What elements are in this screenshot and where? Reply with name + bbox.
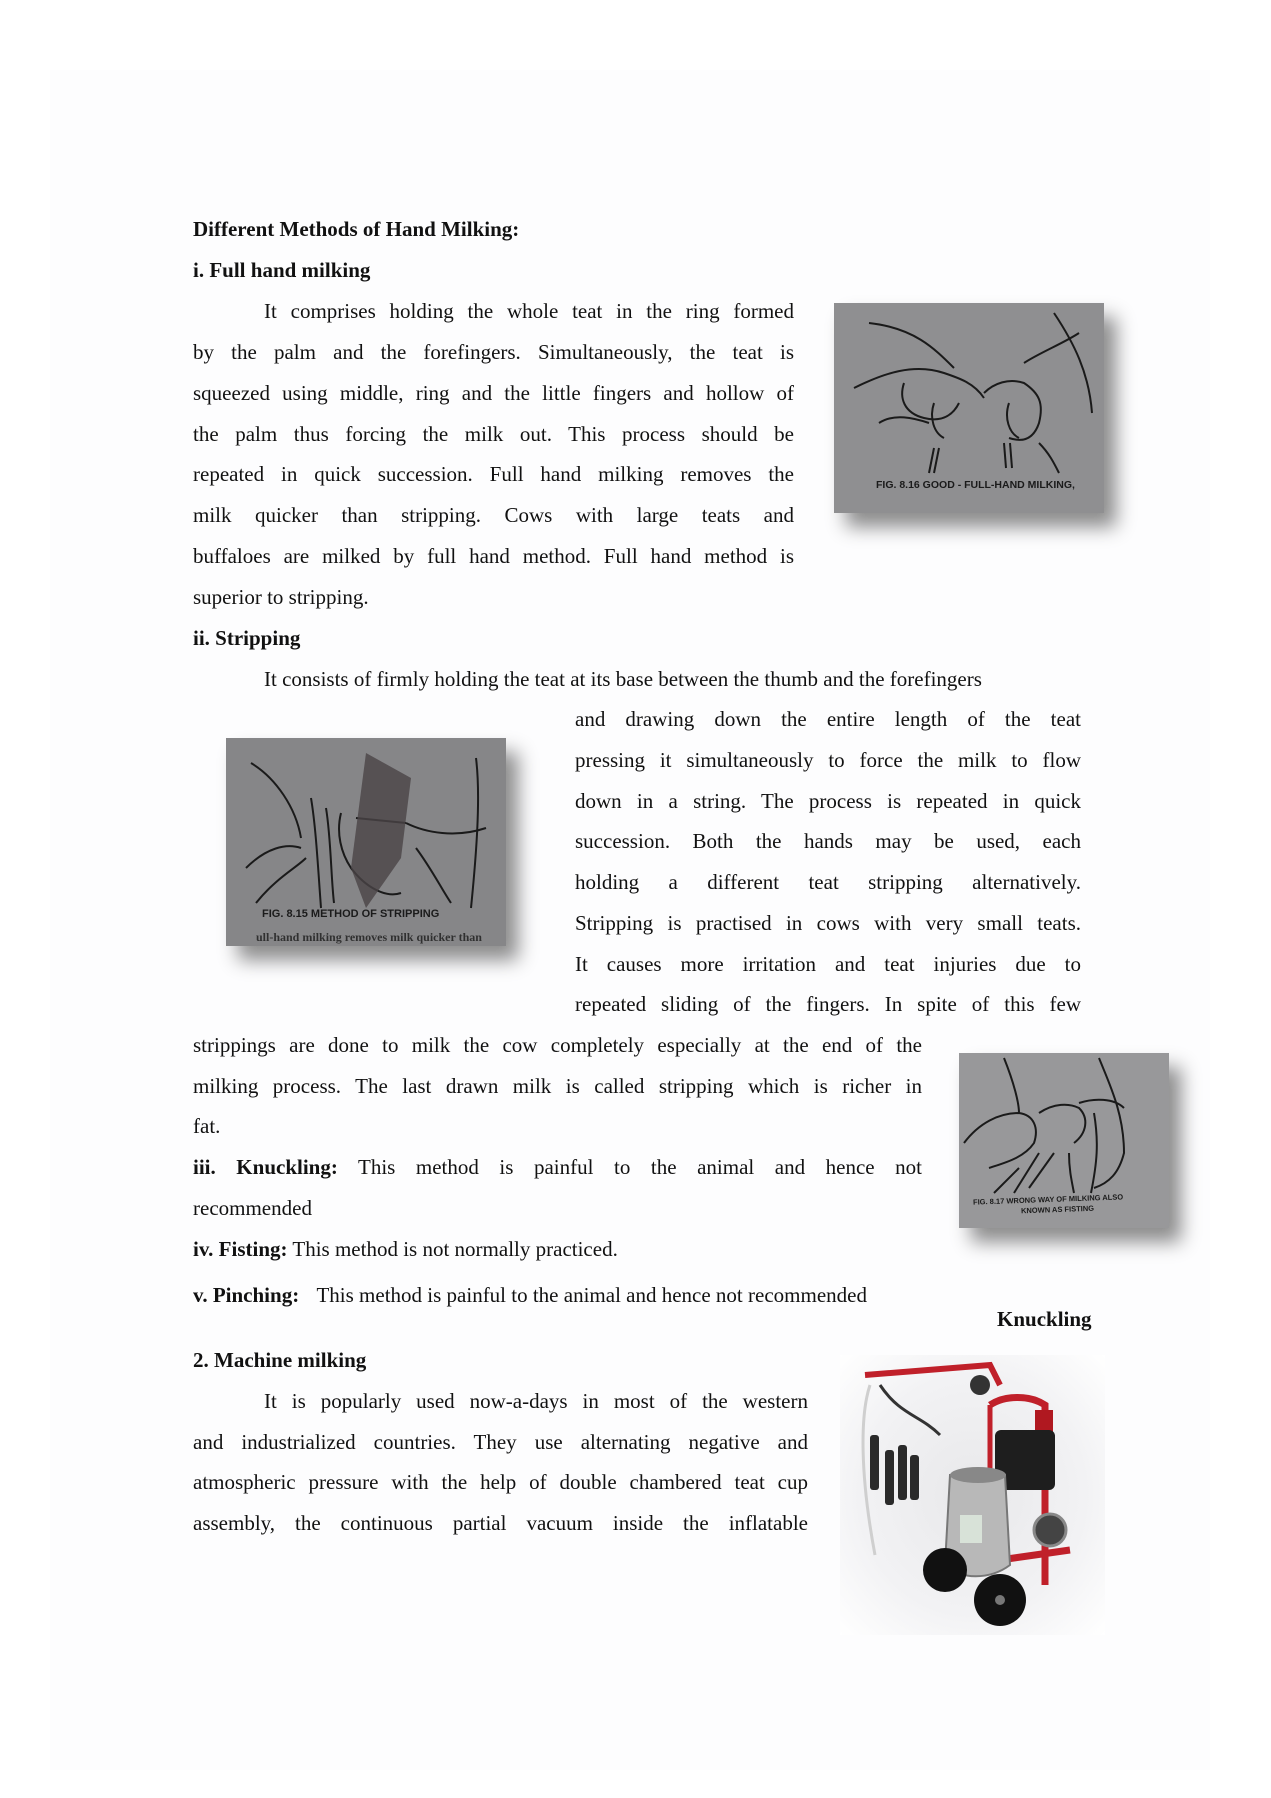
- text-line: strippings are done to milk the cow completely especially at the end of the: [193, 1033, 922, 1057]
- text-line: squeezed using middle, ring and the little fingers and hollow of: [193, 381, 794, 405]
- text-line: and industrialized countries. They use alternating negative and: [193, 1430, 808, 1454]
- fisting-label: iv. Fisting:: [193, 1237, 288, 1261]
- text-line: and drawing down the entire length of the teat: [575, 707, 1081, 731]
- text-line: It causes more irritation and teat injuries due to: [575, 952, 1081, 976]
- figure-wrong-way-fisting: [959, 1053, 1169, 1228]
- text-line: Stripping is practised in cows with very small teats.: [575, 911, 1081, 935]
- text-line: down in a string. The process is repeated in quick: [575, 789, 1081, 813]
- figure-label-knuckling: Knuckling: [997, 1307, 1092, 1331]
- text-line: pressing it simultaneously to force the milk to flow: [575, 748, 1081, 772]
- figure-caption: FIG. 8.15 METHOD OF STRIPPING: [262, 908, 440, 920]
- figure-full-hand-milking: [834, 303, 1104, 513]
- page-title: Different Methods of Hand Milking:: [193, 217, 520, 241]
- text-line: repeated sliding of the fingers. In spite of this few: [575, 992, 1081, 1016]
- figure-caption: FIG. 8.16 GOOD - FULL-HAND MILKING,: [876, 479, 1075, 491]
- knuckling-line: [193, 1155, 922, 1179]
- section-heading-machine: 2. Machine milking: [193, 1348, 367, 1372]
- pinching-text: This method is painful to the animal and hence not recommended: [316, 1283, 867, 1307]
- fisting-text: This method is not normally practiced.: [292, 1237, 618, 1261]
- text-line: superior to stripping.: [193, 585, 369, 609]
- figure-bleed-text: ull-hand milking removes milk quicker than: [256, 930, 482, 944]
- figure-stripping: [226, 738, 506, 946]
- text-line: It consists of firmly holding the teat at its base between the thumb and the forefingers: [264, 667, 982, 691]
- text-line: succession. Both the hands may be used, each: [575, 829, 1081, 853]
- text-line: milk quicker than stripping. Cows with large teats and: [193, 503, 794, 527]
- section-heading-stripping: ii. Stripping: [193, 626, 301, 650]
- knuckling-text: This method is painful to the animal and hence not: [358, 1155, 922, 1179]
- text-line: fat.: [193, 1114, 221, 1138]
- section-heading-full-hand: i. Full hand milking: [193, 258, 371, 282]
- text-line: buffaloes are milked by full hand method. Full hand method is: [193, 544, 794, 568]
- pinching-label: v. Pinching:: [193, 1283, 300, 1307]
- figure-caption-line-2: KNOWN AS FISTING: [1020, 1203, 1095, 1216]
- figure-caption-line-1: FIG. 8.17 WRONG WAY OF MILKING ALSO: [972, 1192, 1124, 1207]
- text-line: the palm thus forcing the milk out. This process should be: [193, 422, 794, 446]
- knuckling-label: iii. Knuckling:: [193, 1155, 338, 1179]
- text-line: atmospheric pressure with the help of double chambered teat cup: [193, 1470, 808, 1494]
- text-line: holding a different teat stripping alternatively.: [575, 870, 1081, 894]
- text-line: milking process. The last drawn milk is called stripping which is richer in: [193, 1074, 922, 1098]
- milking-machine-icon: [840, 1355, 1105, 1635]
- text-line: repeated in quick succession. Full hand milking removes the: [193, 462, 794, 486]
- text-line: It is popularly used now-a-days in most of the western: [264, 1389, 808, 1413]
- figure-milking-machine: [840, 1355, 1105, 1635]
- text-line: by the palm and the forefingers. Simultaneously, the teat is: [193, 340, 794, 364]
- pinching-line: [193, 1283, 867, 1307]
- text-line: assembly, the continuous partial vacuum inside the inflatable: [193, 1511, 808, 1535]
- fisting-line: [193, 1237, 618, 1261]
- knuckling-line-2: recommended: [193, 1196, 312, 1220]
- text-line: It comprises holding the whole teat in the ring formed: [264, 299, 794, 323]
